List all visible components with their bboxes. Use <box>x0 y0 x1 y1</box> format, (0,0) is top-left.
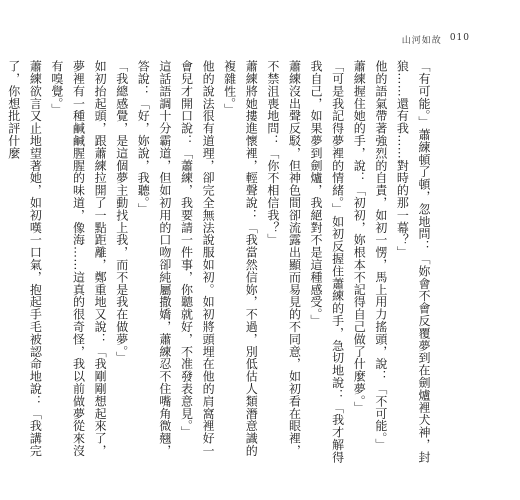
paragraph: 「我總感覺，是這個夢主動找上我，而不是我在做夢。」 <box>114 60 129 364</box>
page-header <box>402 33 470 46</box>
paragraph: 蕭練沒出聲反駁，但神色間卻流露出顯而易見的不同意，如初看在眼裡，不禁沮喪地問：「你不相信我？」 <box>265 60 302 457</box>
vertical-text-body <box>6 60 434 468</box>
paragraph: 他的語氣帶著強烈的自責，如初一愣，馬上用力搖頭，說：「不可能。」 <box>373 60 388 451</box>
paragraph: 蕭練欲言又止地望著她，如初嘆一口氣，抱起手毛被認命地說：「我講完了，你想批評什麼 <box>6 60 43 457</box>
paragraph: 他的說法很有道理，卻完全無法說服如初。如初將頭埋在他的肩窩裡好一會兒才開口說：「蕭練，我要請一件事，你聽就好，不准發表意見。」 <box>179 60 216 457</box>
paragraph: 這話語調十分霸道，但如初用的口吻卻純屬撒嬌，蕭練忍不住嘴角微翹，答說：「好，妳說，我聽。」 <box>136 60 172 457</box>
paragraph: 「有可能。」蕭練頓了頓，忽地問：「妳會不會反覆夢到在劍爐裡犬神，封狼……還有我……對時的那一幕？」 <box>395 60 431 464</box>
page-number: 010 <box>449 33 470 43</box>
paragraph: 如初抬起頭，跟蕭練拉開了一點距離，鄭重地又說：「我剛剛想起來了，夢裡有一種鹹鹹腥腥的味道，像海……這真的很奇怪，我以前做夢從來沒有嗅覺。」 <box>49 60 108 457</box>
paragraph: 蕭練握住她的手，說：「初初，妳根本不記得自己做了什麼夢。」 <box>352 60 367 414</box>
paragraph: 「可是我記得夢裡的情緒。」如初反握住蕭練的手，急切地說：「我才解得我自己，如果夢到劍爐，我絕對不是這種感受。」 <box>309 60 345 464</box>
paragraph: 蕭練將她摟進懷裡，輕聲說：「我當然信妳，不過，別低估人類潛意識的複雜性。」 <box>222 60 259 457</box>
book-title: 山河如故 <box>401 36 442 46</box>
